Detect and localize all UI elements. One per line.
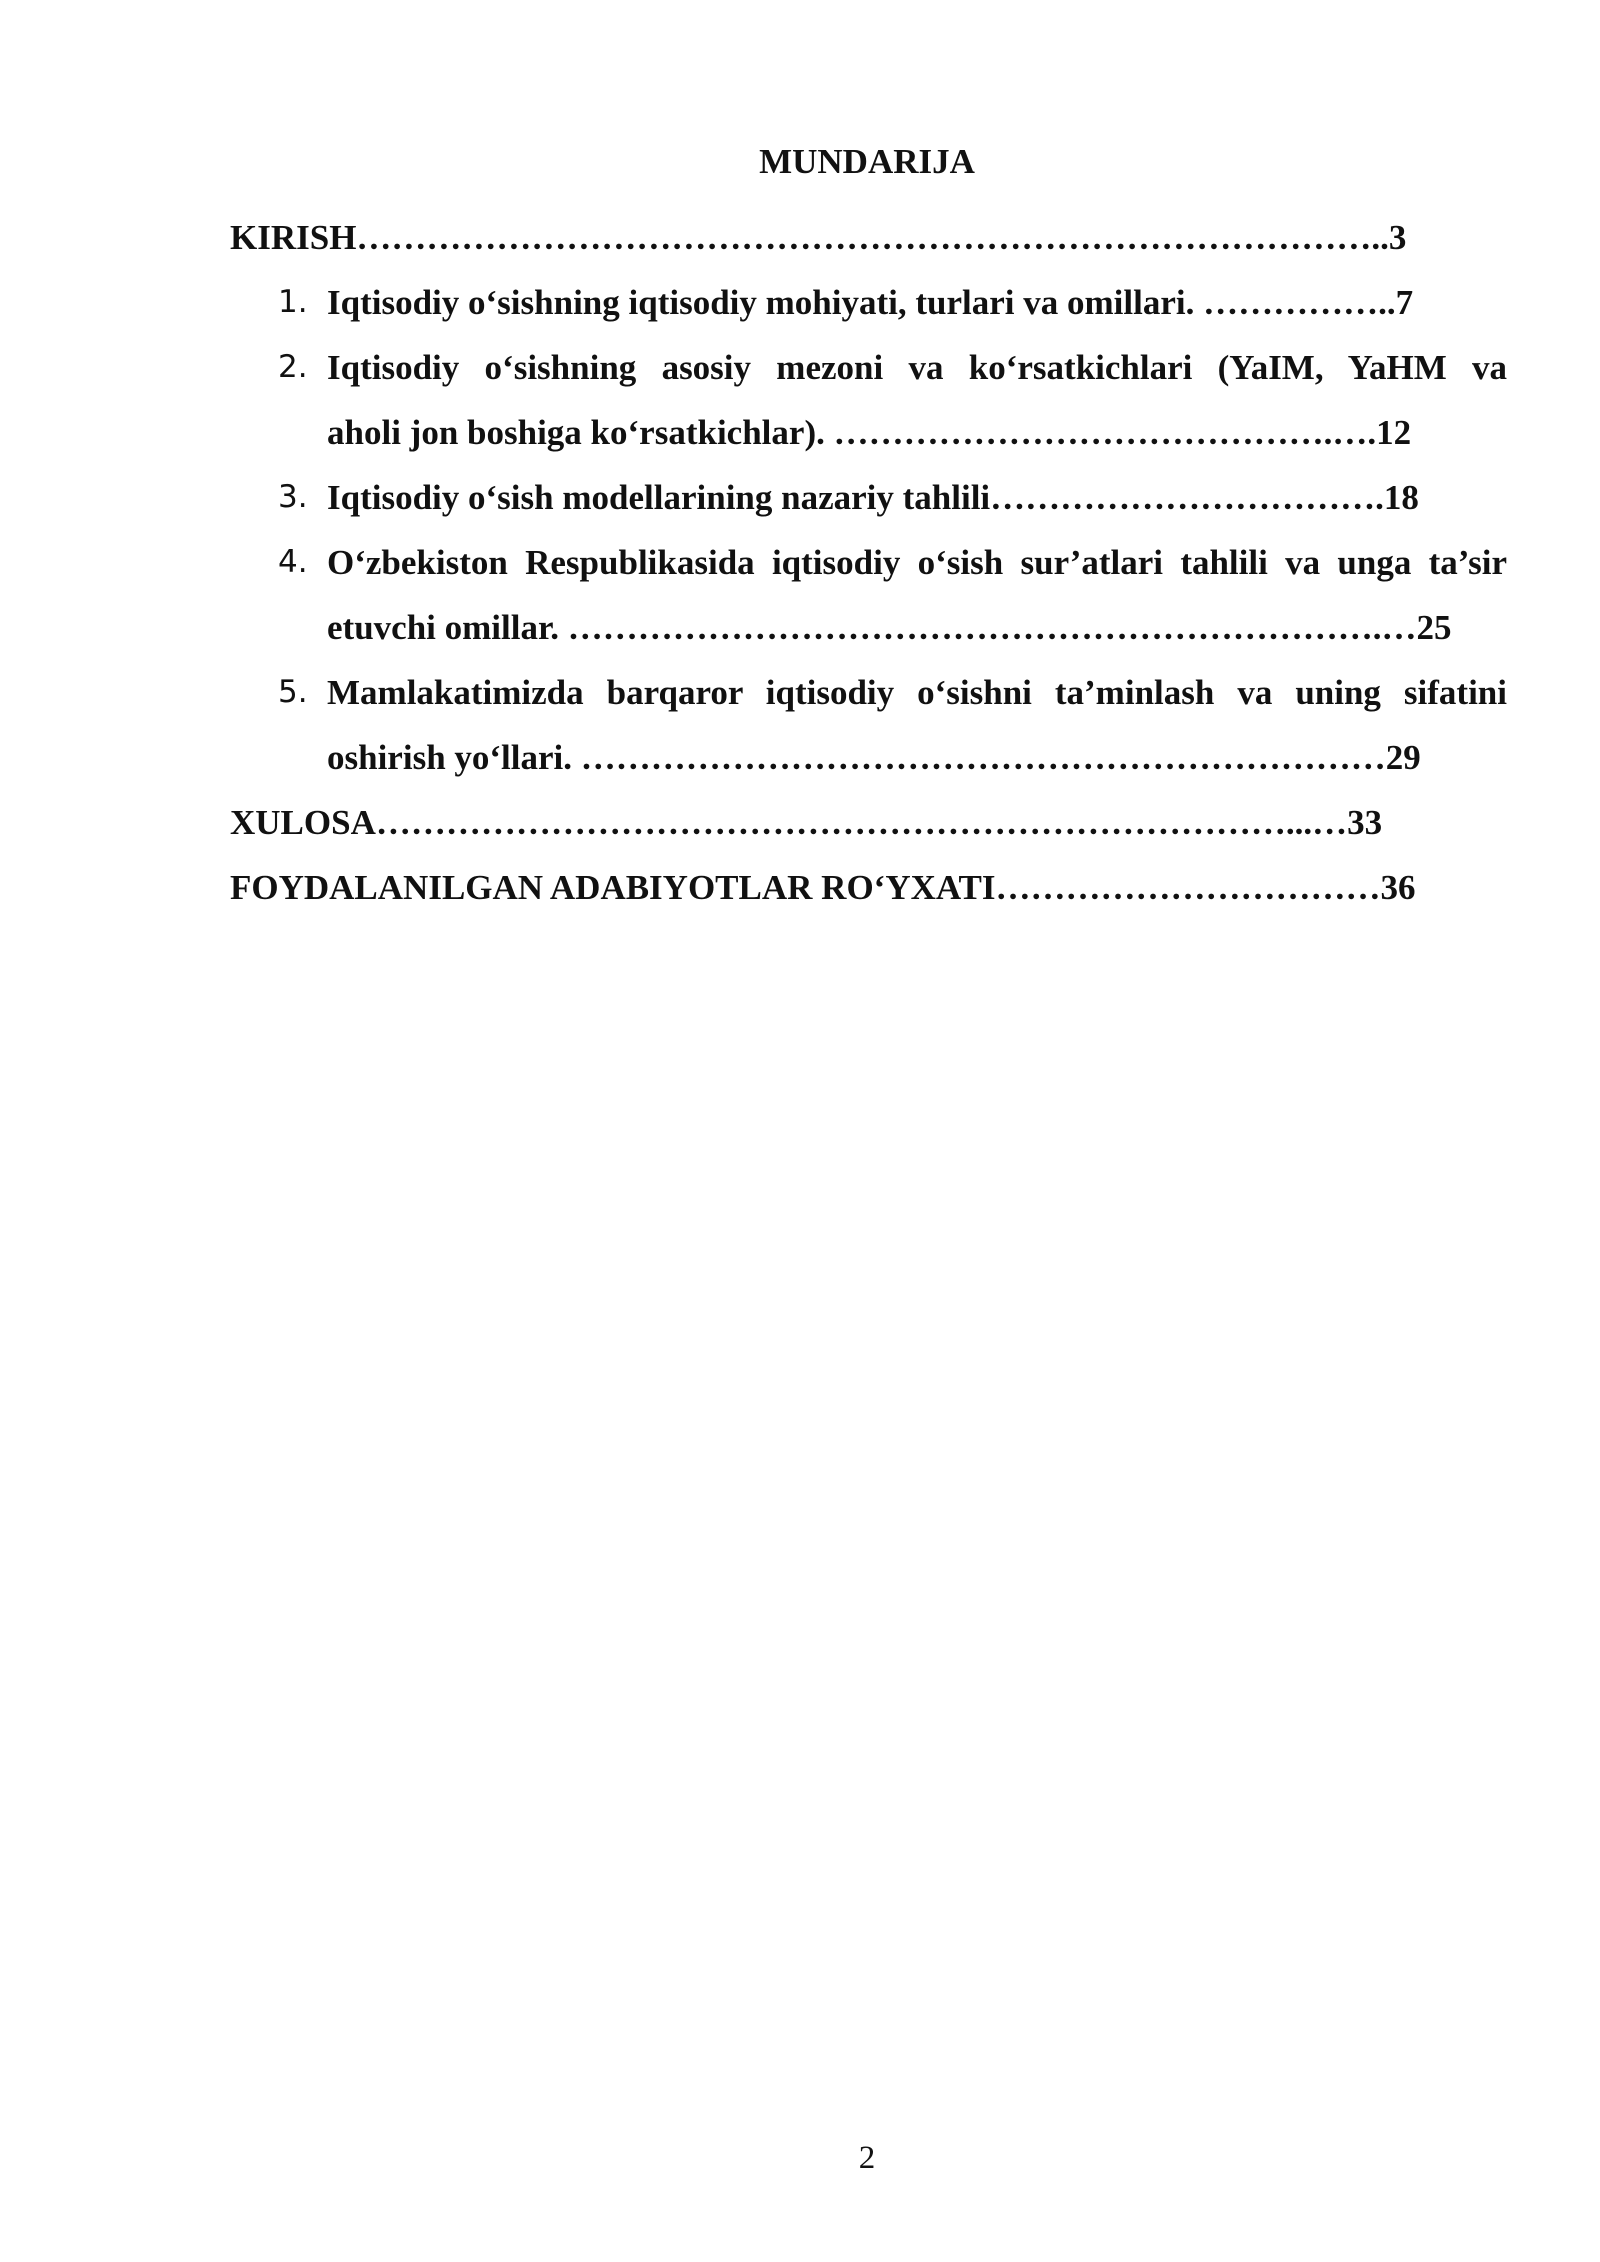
toc-entry-text-continued: oshirish yo‘llari. ……………………………………………………………29 <box>327 738 1421 777</box>
toc-entry-number: 2. <box>278 349 308 385</box>
toc-entry-1[interactable] <box>230 270 1530 335</box>
toc-entry-text-continued: etuvchi omillar. …………………………………………………………….…25 <box>327 608 1452 647</box>
toc-entry-number: 4. <box>278 544 308 580</box>
toc-entry-text: Iqtisodiy o‘sish modellarining nazariy tahlili…………………………….18 <box>327 478 1419 517</box>
toc-entry-2[interactable] <box>230 335 1530 465</box>
toc-entry-text: Iqtisodiy o‘sishning asosiy mezoni va ko‘rsatkichlari (YaIM, YaHM va <box>327 348 1507 387</box>
toc-entry-text-continued: aholi jon boshiga ko‘rsatkichlar). …………………………………….….12 <box>327 413 1412 452</box>
toc-entry-text: O‘zbekiston Respublikasida iqtisodiy o‘sish sur’atlari tahlili va unga ta’sir <box>327 543 1507 582</box>
toc-entry-5[interactable] <box>230 660 1530 790</box>
toc-entry-number: 1. <box>278 284 308 320</box>
toc-entry-number: 5. <box>278 674 308 710</box>
table-of-contents <box>230 205 1530 920</box>
toc-entry-references[interactable]: FOYDALANILGAN ADABIYOTLAR RO‘YXATI……………………………36 <box>230 868 1416 907</box>
toc-entry-text: Mamlakatimizda barqaror iqtisodiy o‘sishni ta’minlash va uning sifatini <box>327 673 1507 712</box>
page-number: 2 <box>858 2140 876 2176</box>
toc-entry-intro[interactable]: KIRISH……………………………………………………………………………..3 <box>230 218 1407 257</box>
toc-entry-3[interactable] <box>230 465 1530 530</box>
toc-title: MUNDARIJA <box>759 142 975 181</box>
toc-entry-number: 3. <box>278 479 308 515</box>
toc-entry-4[interactable] <box>230 530 1530 660</box>
toc-entry-conclusion[interactable]: XULOSA……………………………………………………………………...…33 <box>230 803 1383 842</box>
toc-entry-text: Iqtisodiy o‘sishning iqtisodiy mohiyati, turlari va omillari. ……………..7 <box>327 283 1414 322</box>
